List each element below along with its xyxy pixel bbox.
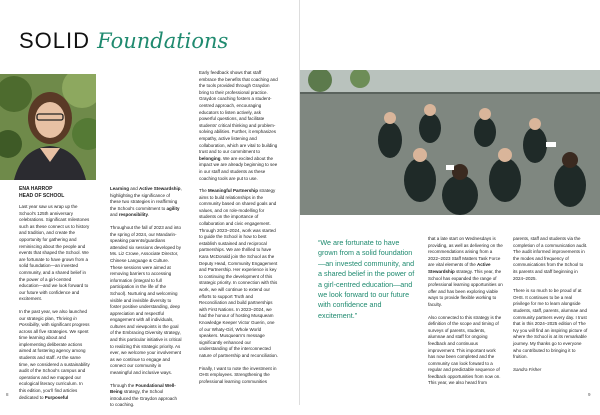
col5-paragraph-2: There is so much to be proud of at OHS. It continues to be a real privilege for me to learn alongside students, staff, parents, alumnae and community partners every day. I trust that in this 2024–2025 edition of The Ivy you will find an inspiring picture of where the School is at its remarkable journey. My thanks go to everyone who contributed to bringing it to fruition. [513,288,588,360]
col4-paragraph-1: that a late start on Wednesdays is providing, as well as delivering on the recommendations arising from a 2022–2023 Staff Matters Task Force are vital elements of the Active Stewardship strategy. This year, the School has expanded the range of professional learning opportunities on offer and has been exploring viable ways to provide flexible working to faculty. [428,236,503,307]
pull-quote: “We are fortunate to have grown from a solid foundation—an invested community, and a shared belief in the power of a girl-centred education—and we look forward to our future with confidence and excitement.” [318,238,415,320]
left-page [0,0,300,408]
col1-paragraph-2: In the past year, we also launched our strategic plan, Thriving in Possibility, with significant progress across all five strategies. We spent time learning about and implementing deliberate actions aimed at fostering agency among students and staff. At the same time, we considered a sustainability audit of the School’s campus and operations and we mapped our ecological literacy curriculum. In this edition, you’ll find articles dedicated to Purposeful [19,308,90,400]
students-photo [300,70,600,215]
col3-paragraph-1: Early feedback shows that staff embrace the benefits that coaching and the tools provided through Graydon bring to their professional practice. Graydon coaching fosters a student-centred approach, encouraging educators to listen actively, ask powerful questions, and facilitate students’ critical thinking and problem-solving abilities. Further, it emphasizes empathy, active listening and collaboration, which are vital to building trust and to our commitment to belonging. We are excited about the impact we are already beginning to see in our staff and students as these coaching tools are put to use. [199,70,278,181]
portrait-image [0,74,96,180]
column-1 [19,186,91,407]
page-number-right: 9 [588,392,591,397]
col3-paragraph-3: Finally, I want to note the investment in OHS employees. Strengthening the professional learning communities [199,365,277,384]
students-image [300,70,600,215]
portrait-photo [0,74,96,180]
col2-paragraph-2: Throughout the fall of 2023 and into the spring of 2024, our Mandarin-speaking parents/guardians attended six sessions developed by Ms. Liz Crowe, Associate Director, Chinese Language & Culture. These sessions were aimed at removing barriers to accessing information (integral to full participation in the life of the School). Nurturing and welcoming visible and invisible diversity to foster positive understanding, deep appreciation and respectful engagement with all individuals, cultures and viewpoints is the goal of the Embracing Diversity strategy, and this particular initiative is critical to realizing this strategic priority. As ever, we welcome your involvement as we continue to engage and connect our community in meaningful and inclusive ways. [110,224,182,376]
col2-paragraph-3: Through the Foundational Well-Being strategy, the School introduced the Graydon approach to coaching. [110,382,178,408]
col2-paragraph-1: Learning and Active Stewardship, highlighting the significance of these two strategies in reaffirming the School’s commitment to agility and responsibility. [110,186,182,218]
signature: Sandra Fisher [513,366,542,372]
page-number-left: 8 [6,392,9,397]
author-name: ENA HARROP HEAD OF SCHOOL [19,186,65,199]
col4-paragraph-2: Also connected to this strategy is the definition of the scope and timing of surveys of parents, students, alumnae and staff for ongoing feedback and continuous improvement. This important work has now been completed and the community can look forward to a regular and predictable sequence of feedback opportunities from now on. This year, we also heard from [428,314,502,386]
col5-paragraph-1: parents, staff and students via the completion of a communication audit. The audit informed improvements in the modes and frequency of communications from the School to its parents and staff beginning in 2024–2025. [513,236,588,281]
column-4 [428,236,504,393]
col1-paragraph-1: Last year saw us wrap up the School’s 125th anniversary celebrations. Significant milestones such as these connect us to history and tradition, and create the opportunity for gathering and reminiscing about the people and events that shaped the School. We are fortunate to have grown from a solid foundation—an invested community, and a shared belief in the power of a girl-centred education—and we look forward to our future with confidence and excitement. [19,204,90,302]
col3-paragraph-2: The Meaningful Partnership strategy aims to build relationships in the community based on shared goals and values, and on role-modelling for students on the importance of collaboration and civic engagement. Through 2023–2024, work was started to guide the School in how to best establish sustained and reciprocal partnerships. We are thrilled to have Kara McDonald join the School as the Deputy Head, Community Engagement and Partnership. Her experience is key to continuing the development of this strategic priority. In connection with this work, we will continue to extend our efforts to support Truth and Reconciliation and build partnerships with First Nations. In 2023–2024, we had the honour of hosting Musqueam Knowledge Keeper Victor Guerin, one of our Whaty-Girl, Whole World speakers. Musqueam’s message significantly enhanced our understanding of the interconnected nature of partnership and reconciliation. [199,188,279,358]
title-part1: SOLID [19,28,91,53]
column-3 [199,70,279,391]
title-part2: Foundations [97,29,229,53]
column-5 [513,236,589,379]
column-2 [110,186,182,415]
page-title [19,28,228,54]
author-role: HEAD OF SCHOOL [19,192,65,199]
